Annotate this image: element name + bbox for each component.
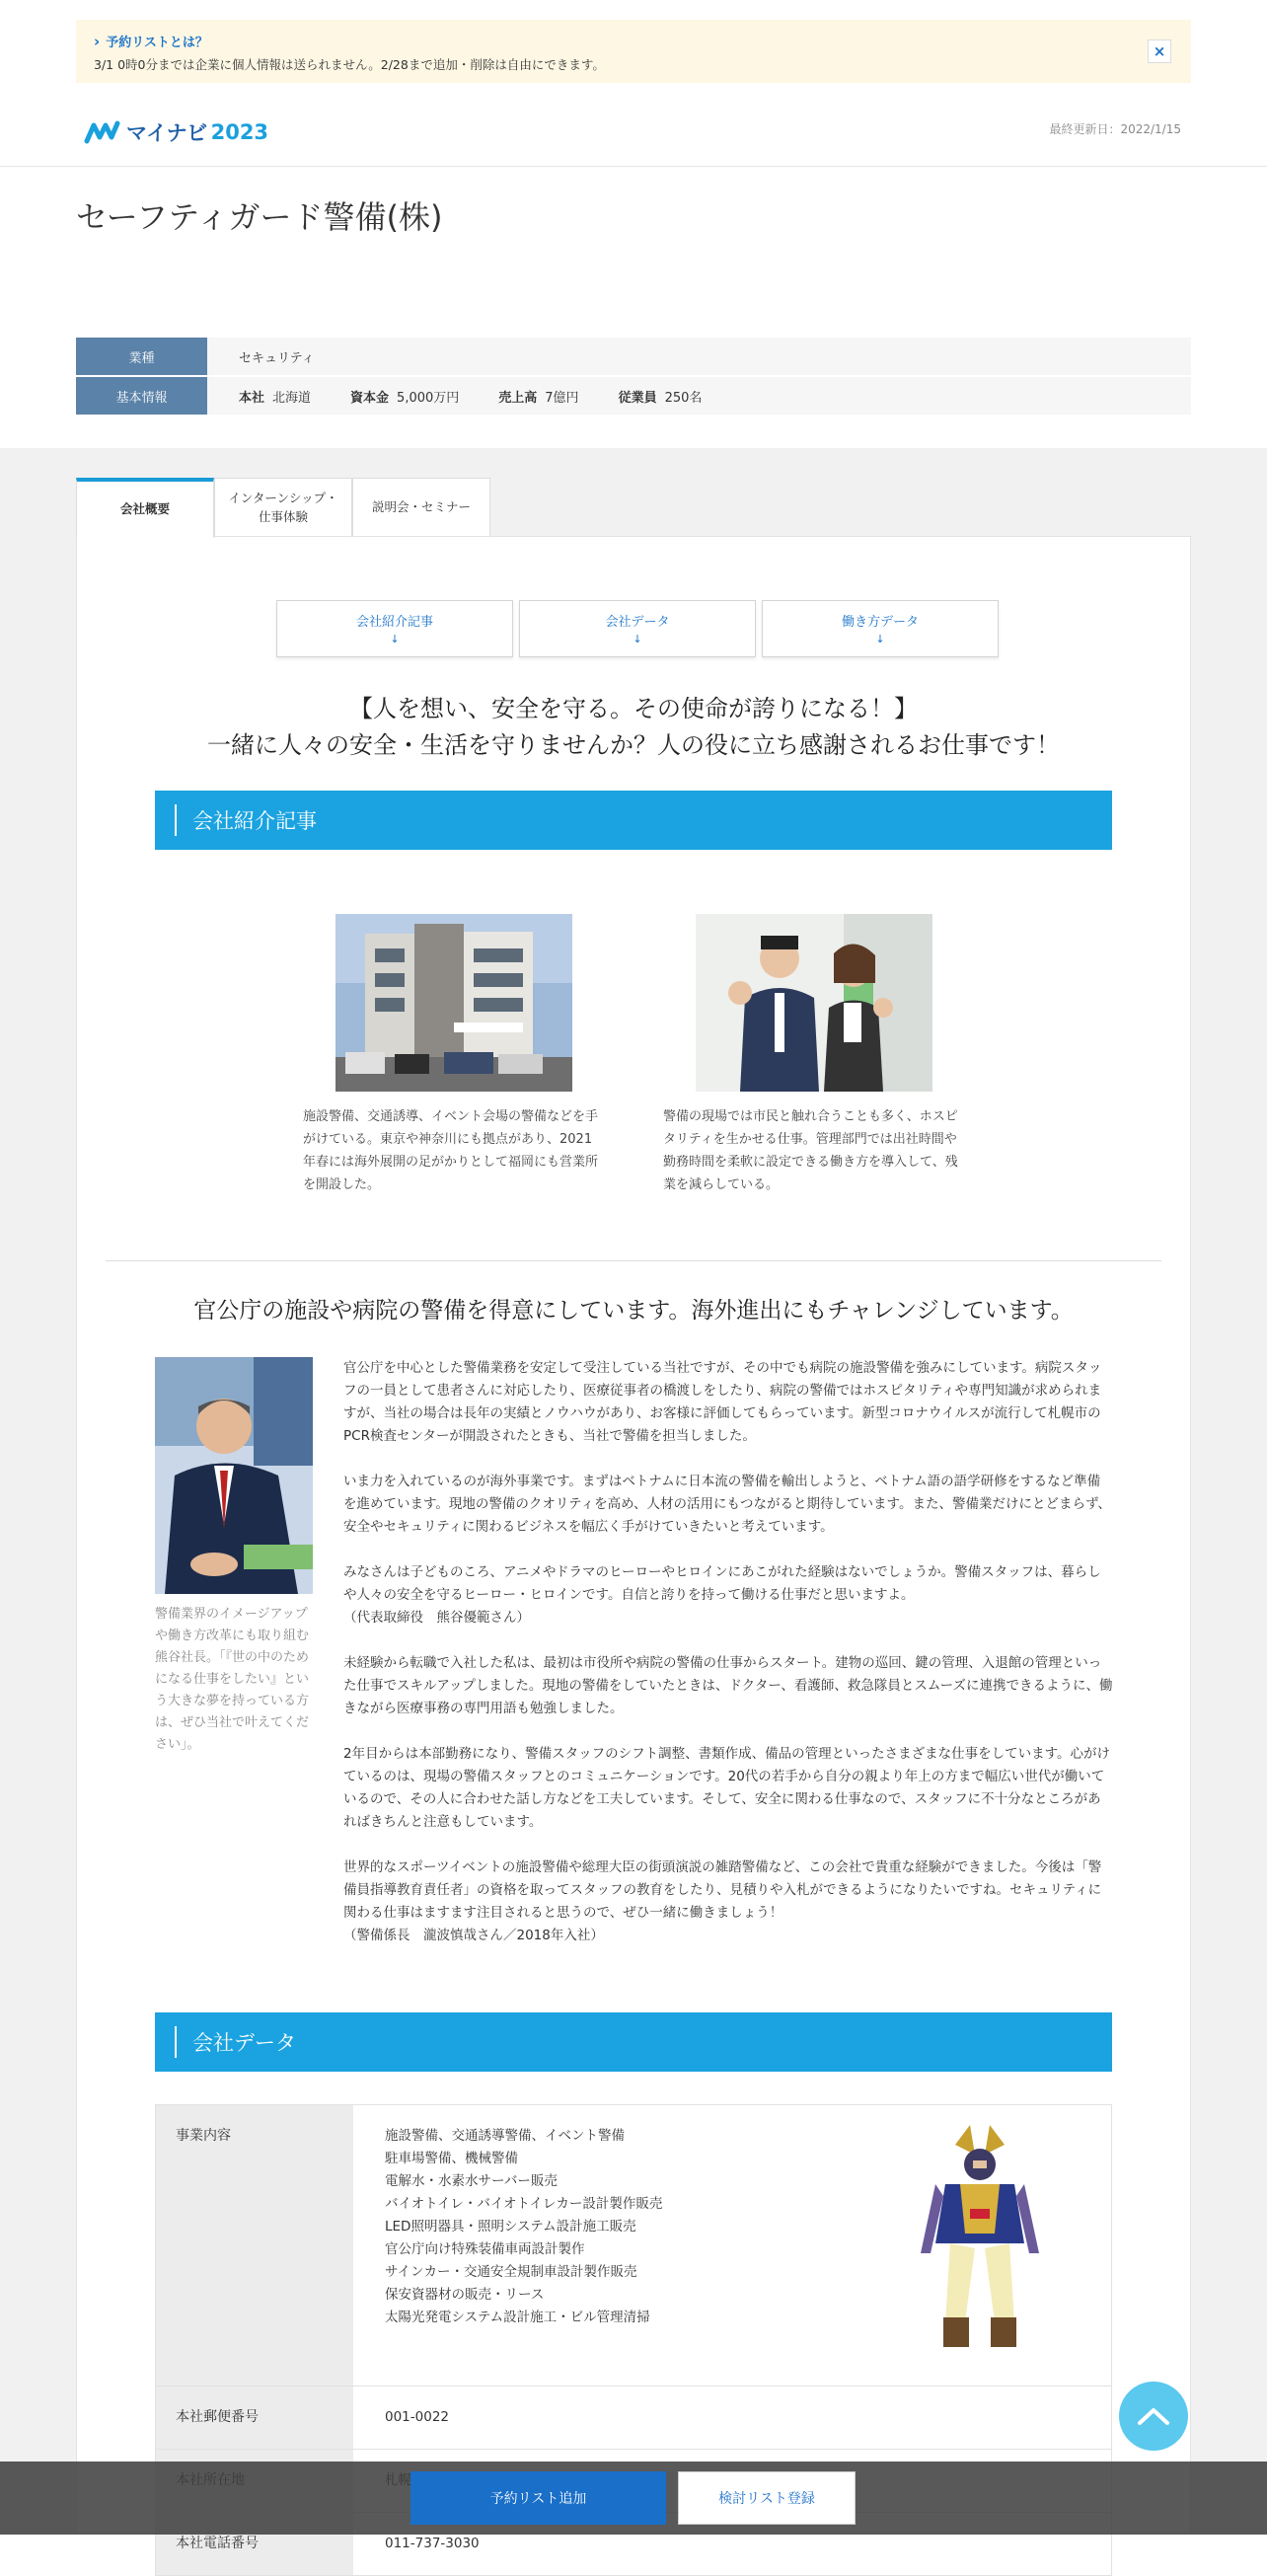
paragraph: 未経験から転職で入社した私は、最初は市役所や病院の警備の仕事からスタート。建物の巡回、鍵の管理、入退館の管理といった仕事でスキルアップしました。現地の警備をしていたときは、ドクター、看護師、救急隊員とスムーズに連携できるように、働きながら医療事務の専門用語も勉強しました。: [343, 1655, 1113, 1716]
postal-value: 001-0022: [385, 2409, 449, 2425]
add-consider-list-button[interactable]: 検討リスト登録: [678, 2471, 856, 2525]
anchor-links: [276, 600, 1005, 657]
list-item: バイオトイレ・バイオトイレカー設計製作販売: [385, 2196, 663, 2212]
industry-label: 業種: [76, 338, 207, 375]
paragraph: みなさんは子どものころ、アニメやドラマのヒーローやヒロインにあこがれた経験はないでしょうか。警備スタッフは、暮らしや人々の安全を守るヒーロー・ヒロインです。自信と誇りを持って働ける仕事だと思いますよ。 （代表取締役 熊谷優範さん）: [343, 1564, 1101, 1626]
hq-item: 本社 北海道: [239, 390, 312, 406]
tab-company-overview[interactable]: 会社概要: [76, 478, 214, 538]
notice-text: 3/1 0時0分までは企業に個人情報は送られません。2/28まで追加・削除は自由にできます。: [94, 57, 605, 72]
close-icon[interactable]: ×: [1148, 39, 1171, 63]
last-updated: 最終更新日：2022/1/15: [1049, 122, 1181, 136]
employees-item: 従業員 250名: [618, 390, 703, 406]
logo-brand: マイナビ: [126, 121, 207, 145]
staff-photo: [696, 914, 932, 1092]
photo-caption-1: 施設警備、交通誘導、イベント会場の警備などを手がけている。東京や神奈川にも拠点があり、2021年春には海外展開の足がかりとして福岡にも営業所を開設した。: [303, 1109, 599, 1192]
list-item: LED照明器具・照明システム設計施工販売: [385, 2219, 636, 2235]
mascot-character: [916, 2125, 1044, 2352]
add-reservation-list-button[interactable]: 予約リスト追加: [410, 2471, 666, 2525]
logo-mark-icon: [85, 119, 124, 145]
list-item: 電解水・水素水サーバー販売: [385, 2173, 558, 2189]
logo-year: 2023: [210, 120, 269, 144]
page-tabs: [76, 478, 490, 537]
down-arrow-icon: ↓: [633, 632, 642, 645]
list-item: サインカー・交通安全規制車設計製作販売: [385, 2264, 637, 2280]
list-item: 駐車場警備、機械警備: [385, 2151, 518, 2166]
basic-info-value: [207, 377, 1191, 415]
scroll-to-top-button[interactable]: [1119, 2382, 1188, 2451]
anchor-work-style[interactable]: 働き方データ ↓: [762, 600, 999, 657]
basic-info-row: [76, 377, 1191, 415]
postal-label: 本社郵便番号: [156, 2387, 353, 2449]
section-title-company-data: 会社データ: [155, 2012, 1112, 2072]
industry-row: [76, 338, 1191, 375]
reservation-notice: [76, 20, 1191, 83]
phone-label: 本社電話番号: [156, 2513, 353, 2575]
anchor-company-data[interactable]: 会社データ ↓: [519, 600, 756, 657]
tab-internship[interactable]: インターンシップ・ 仕事体験: [214, 478, 352, 537]
site-logo[interactable]: [85, 114, 268, 151]
table-row: [156, 2386, 1111, 2449]
paragraph: 世界的なスポーツイベントの施設警備や総理大臣の街頭演説の雑踏警備など、この会社で貴重な経験ができました。今後は「警備員指導教育責任者」の資格を取ってスタッフの教育をしたり、見積りや入札ができるようになりたいですね。セキュリティに関わる仕事はますます注目されると思うので、ぜひ一緒に働きましょう！ （警備係長 瀧波慎哉さん／2018年入社）: [343, 1859, 1102, 1943]
capital-item: 資本金 5,000万円: [350, 390, 460, 406]
list-item: 保安資器材の販売・リース: [385, 2287, 545, 2303]
phone-value: 011-737-3030: [385, 2536, 480, 2551]
anchor-article[interactable]: 会社紹介記事 ↓: [276, 600, 513, 657]
paragraph: いま力を入れているのが海外事業です。まずはベトナムに日本流の警備を輸出しようと、ベトナム語の語学研修をするなど準備を進めています。現地の警備のクオリティを高め、人材の活用にもつながると期待しています。また、警備業だけにとどまらず、安全やセキュリティに関わるビジネスを幅広く手がけていきたいと考えています。: [343, 1474, 1111, 1535]
list-item: 太陽光発電システム設計施工・ビル管理清掃: [385, 2310, 650, 2325]
basic-info-label: 基本情報: [76, 377, 207, 415]
header-divider: [0, 166, 1267, 167]
list-item: 施設警備、交通誘導警備、イベント警備: [385, 2128, 625, 2144]
section-divider: [106, 1260, 1161, 1261]
catch-copy: [77, 691, 1190, 764]
photo-caption-2: 警備の現場では市民と触れ合うことも多く、ホスピタリティを生かせる仕事。管理部門では出社時間や勤務時間を柔軟に設定できる働き方を導入して、残業を減らしている。: [663, 1109, 958, 1192]
paragraph: 2年目からは本部勤務になり、警備スタッフのシフト調整、書類作成、備品の管理といったさまざまな仕事をしています。心がけているのは、現場の警備スタッフとのコミュニケーションです。20代の若手から自分の親より年上の方まで幅広い世代が働いているので、その人に合わせた話し方などを工夫しています。そして、安全に関わる仕事なので、スタッフに不十分なところがあればきちんと注意もしています。: [343, 1746, 1111, 1830]
list-item: 官公庁向け特殊装備車両設計製作: [385, 2241, 585, 2257]
sales-item: 売上高 7億円: [498, 390, 579, 406]
notice-link[interactable]: › 予約リストとは？: [94, 32, 208, 50]
industry-value: セキュリティ: [207, 338, 1191, 375]
ceo-photo-caption: 警備業界のイメージアップや働き方改革にも取り組む熊谷社長。「『世の中のためになる仕事をしたい』という大きな夢を持っている方は、ぜひ当社で叶えてください」。: [155, 1607, 310, 1752]
ceo-photo: [155, 1357, 313, 1594]
section-title-article: 会社紹介記事: [155, 791, 1112, 850]
building-photo: [335, 914, 572, 1092]
business-label: 事業内容: [156, 2105, 353, 2386]
article-headline: 官公庁の施設や病院の警備を得意にしています。海外進出にもチャレンジしています。: [193, 1298, 1074, 1324]
business-value: [353, 2105, 1111, 2386]
tab-seminar[interactable]: 説明会・セミナー: [352, 478, 490, 537]
bottom-action-bar: [0, 2462, 1267, 2535]
overview-panel: [76, 536, 1191, 2551]
down-arrow-icon: ↓: [390, 632, 400, 645]
catch-line-2: 一緒に人々の安全・生活を守りませんか？人の役に立ち感謝されるお仕事です！: [207, 731, 1060, 759]
company-summary: [76, 338, 1191, 417]
catch-line-1: 【人を想い、安全を守る。その使命が誇りになる！】: [349, 695, 918, 722]
table-row: [156, 2105, 1111, 2386]
company-name: セーフティガード警備(株): [76, 198, 443, 236]
chevron-up-icon: [1137, 2406, 1170, 2426]
paragraph: 官公庁を中心とした警備業務を安定して受注している当社ですが、その中でも病院の施設警備を強みにしています。病院スタッフの一員として患者さんに対応したり、医療従事者の橋渡しをしたり、病院の警備ではホスピタリティや専門知識が求められますが、当社の場合は長年の実績とノウハウがあり、お客様に評価してもらっています。新型コロナウイルスが流行して札幌市のPCR検査センターが開設されたときも、当社で警備を担当しました。: [343, 1360, 1102, 1444]
down-arrow-icon: ↓: [875, 632, 885, 645]
article-body: [343, 1357, 1113, 1970]
